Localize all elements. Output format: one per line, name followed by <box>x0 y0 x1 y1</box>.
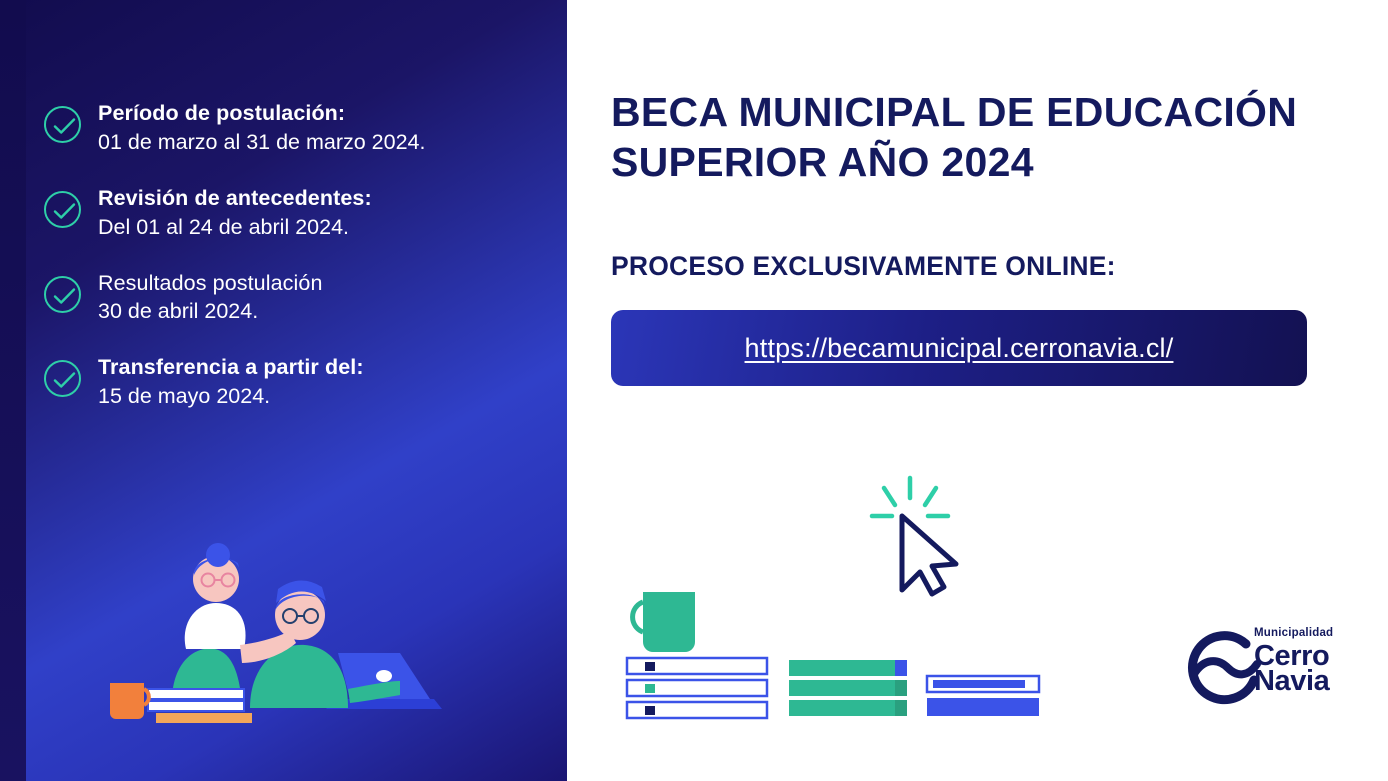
right-content-panel <box>567 0 1388 781</box>
check-circle-icon <box>44 360 81 397</box>
logo-line-navia: Navia <box>1254 664 1330 697</box>
timeline-item <box>44 185 544 241</box>
application-url-link[interactable]: https://becamunicipal.cerronavia.cl/ <box>744 332 1174 363</box>
timeline-item <box>44 354 544 410</box>
subheading: PROCESO EXCLUSIVAMENTE ONLINE: <box>611 251 1116 282</box>
timeline-item-subtitle: 30 de abril 2024. <box>98 299 259 324</box>
timeline-item <box>44 100 544 156</box>
check-circle-icon <box>44 106 81 143</box>
cerro-navia-logo <box>1176 622 1336 718</box>
timeline-item-text <box>98 185 372 241</box>
check-circle-icon <box>44 276 81 313</box>
timeline-item-subtitle: 01 de marzo al 31 de marzo 2024. <box>98 129 426 154</box>
page-title: BECA MUNICIPAL DE EDUCACIÓN SUPERIOR AÑO 2024 <box>611 89 1298 185</box>
students-studying-illustration <box>100 503 460 733</box>
click-cursor-icon <box>862 468 992 598</box>
timeline-item-title: Resultados postulación <box>98 270 323 295</box>
timeline-item-text <box>98 354 364 410</box>
check-circle-icon <box>44 191 81 228</box>
logo-line-cerro: Cerro <box>1254 639 1330 672</box>
logo-wordmark <box>1254 628 1333 696</box>
timeline-list <box>44 100 544 439</box>
cerro-navia-logo-icon <box>1176 622 1266 712</box>
timeline-item-title: Revisión de antecedentes: <box>98 185 372 210</box>
stacked-books-and-mug-illustration <box>617 580 1077 730</box>
timeline-item-text <box>98 270 323 326</box>
timeline-item-text <box>98 100 425 156</box>
timeline-item-subtitle: 15 de mayo 2024. <box>98 384 271 409</box>
timeline-item-title: Transferencia a partir del: <box>98 355 364 380</box>
url-button[interactable] <box>611 310 1307 386</box>
logo-line-municipalidad: Municipalidad <box>1254 627 1334 639</box>
timeline-item <box>44 270 544 326</box>
timeline-item-subtitle: Del 01 al 24 de abril 2024. <box>98 214 350 239</box>
left-gradient-panel <box>0 0 567 781</box>
timeline-item-title: Período de postulación: <box>98 101 346 125</box>
